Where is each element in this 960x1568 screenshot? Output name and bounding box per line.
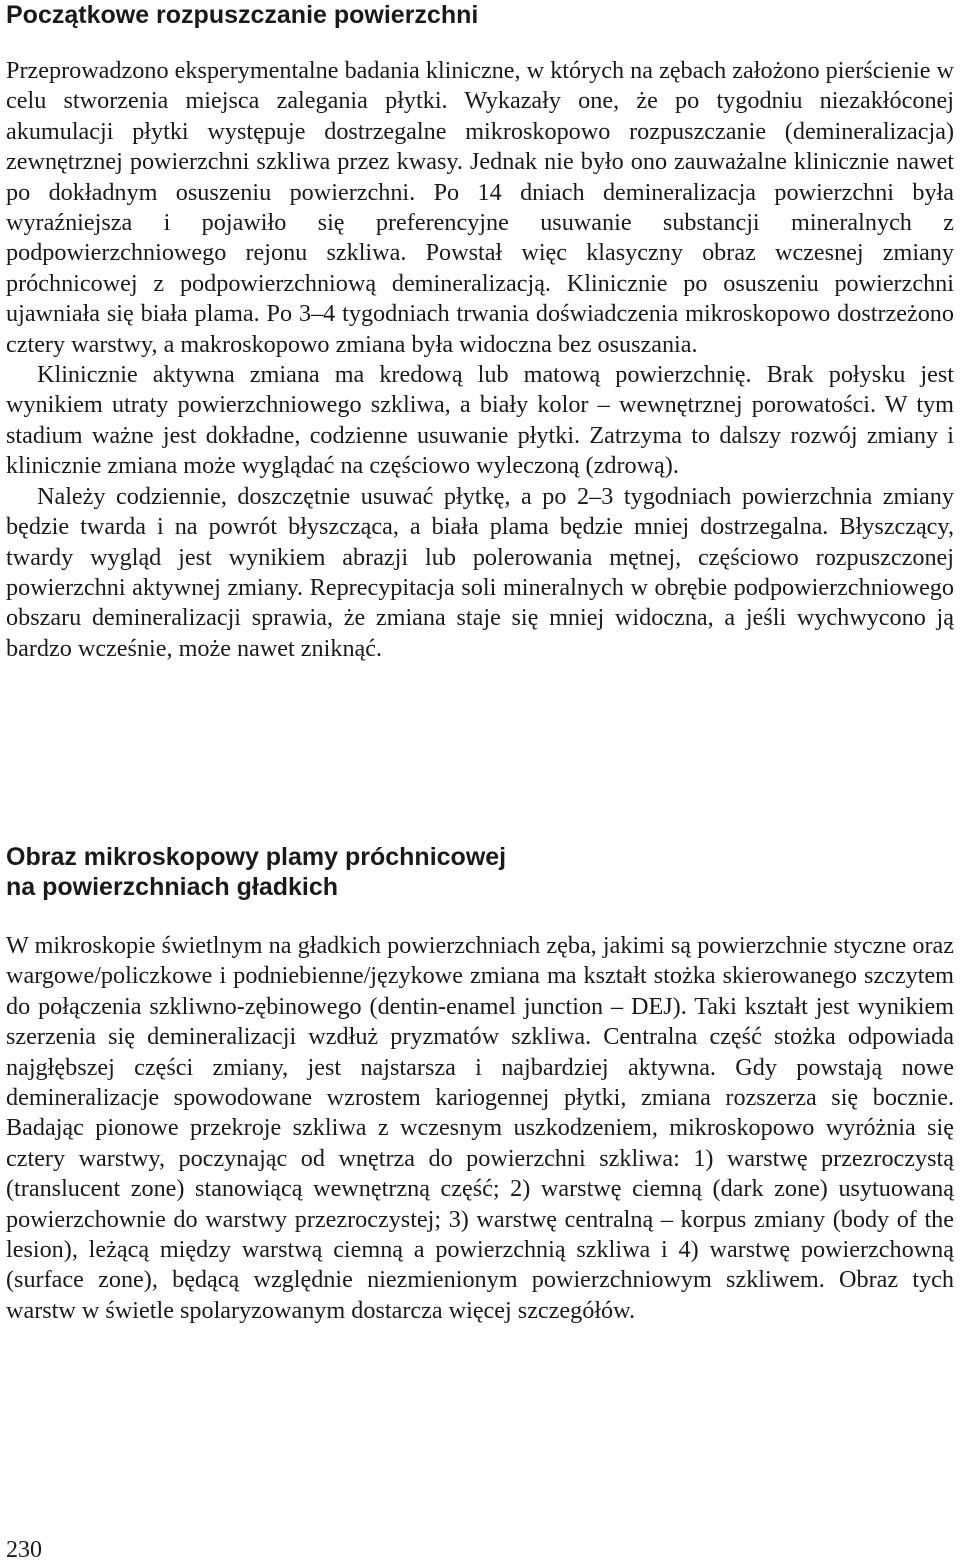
paragraph: W mikroskopie świetlnym na gładkich powierzchniach zęba, jakimi są powierzchnie styczne oraz wargowe/policzkowe i podniebienne/językowe zmiana ma kształt stożka skierowanego szczytem do połączenia szkliwno-zębinowego (dentin-enamel junction – DEJ). Taki kształt jest wynikiem szerzenia się demineralizacji wzdłuż pryzmatów szkliwa. Centralna część stożka odpowiada najgłębszej części zmiany, jest najstarsza i najbardziej aktywna. Gdy powstają nowe demineralizacje spowodowane wzrostem kariogennej płytki, zmiana rozszerza się bocznie. Badając pionowe przekroje szkliwa z wczesnym uszkodzeniem, mikroskopowo wyróżnia się cztery warstwy, poczynając od wnętrza do powierzchni szkliwa: 1) warstwę przezroczystą (translucent zone) stanowiącą wewnętrzną część; 2) warstwę ciemną (dark zone) usytuowaną powierzchownie do warstwy przezroczystej; 3) warstwę centralną – korpus zmiany (body of the lesion), leżącą między warstwą ciemną a powierzchnią szkliwa i 4) warstwę powierzchowną (surface zone), będącą względnie niezmienionym powierzchniowym szkliwem. Obraz tych warstw w świetle spolaryzowanym dostarcza więcej szczegółów. [6, 932, 954, 1324]
paragraph: Należy codziennie, doszczętnie usuwać płytkę, a po 2–3 tygodniach powierzchnia zmiany będzie twarda i na powrót błyszcząca, a biała plama będzie mniej dostrzegalna. Błyszczący, twardy wygląd jest wynikiem abrazji lub polerowania mętnej, częściowo rozpuszczonej powierzchni aktywnej zmiany. Reprecypitacja soli mineralnych w obrębie podpowierzchniowego obszaru demineralizacji sprawia, że zmiana staje się mniej widoczna, a jeśli wychwycono ją bardzo wcześnie, może nawet zniknąć. [6, 482, 954, 662]
section-heading-line: Obraz mikroskopowy plamy próchnicowej [6, 843, 507, 871]
section-heading-microscopic-image [6, 842, 506, 902]
paragraph: Przeprowadzono eksperymentalne badania kliniczne, w których na zębach założono pierścienie w celu stworzenia miejsca zalegania płytki. Wykazały one, że po tygodniu niezakłóconej akumulacji płytki występuje dostrzegalne mikroskopowo rozpuszczanie (demineralizacja) zewnętrznej powierzchni szkliwa przez kwasy. Jednak nie było ono zauważalne klinicznie nawet po dokładnym osuszeniu powierzchni. Po 14 dniach demineralizacja powierzchni była wyraźniejsza i pojawiło się preferencyjne usuwanie substancji mineralnych z podpowierzchniowego rejonu szkliwa. Powstał więc klasyczny obraz wczesnej zmiany próchnicowej z podpowierzchniową demineralizacją. Klinicznie po osuszeniu powierzchni ujawniała się biała plama. Po 3–4 tygodniach trwania doświadczenia mikroskopowo dostrzeżono cztery warstwy, a makroskopowo zmiana była widoczna bez osuszania. [6, 57, 954, 358]
paragraph: Klinicznie aktywna zmiana ma kredową lub matową powierzchnię. Brak połysku jest wynikiem utraty powierzchniowego szkliwa, a biały kolor – wewnętrznej porowatości. W tym stadium ważne jest dokładne, codzienne usuwanie płytki. Zatrzyma to dalszy rozwój zmiany i klinicznie zmiana może wyglądać na częściowo wyleczoną (zdrową). [6, 361, 954, 480]
section-body-surface-dissolution [6, 56, 954, 664]
section-body-microscopic-image [6, 931, 954, 1326]
section-heading-line: na powierzchniach gładkich [6, 873, 339, 901]
page-number: 230 [6, 1537, 42, 1563]
section-heading-surface-dissolution: Początkowe rozpuszczanie powierzchni [6, 1, 479, 29]
